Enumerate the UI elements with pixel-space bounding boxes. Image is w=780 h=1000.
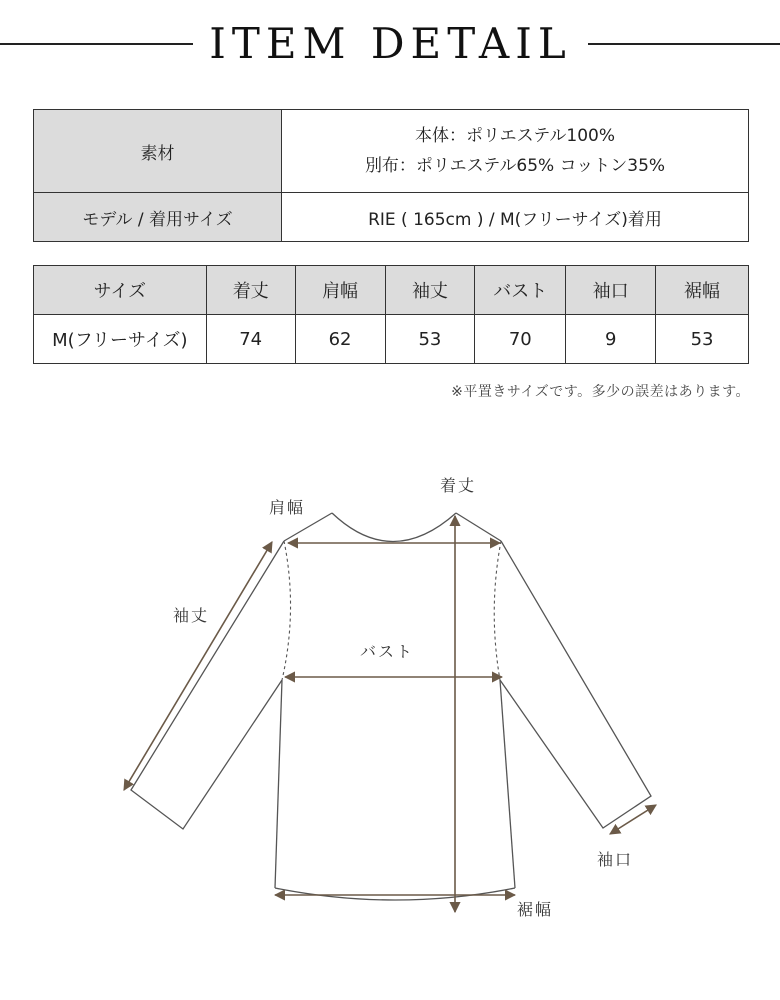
size-header-cell: サイズ	[34, 266, 207, 315]
model-value: RIE ( 165cm ) / M(フリーサイズ)着用	[282, 193, 749, 242]
material-value	[282, 110, 749, 193]
size-cell: M(フリーサイズ)	[34, 315, 207, 364]
right-shoulder-line	[456, 513, 501, 541]
right-sleeve	[500, 541, 651, 828]
size-header-cell: 裾幅	[656, 266, 749, 315]
size-table-row	[34, 315, 749, 364]
left-armhole-seam	[282, 541, 291, 680]
material-row	[34, 110, 749, 193]
tshirt-outline	[131, 513, 651, 900]
size-note: ※平置きサイズです。多少の誤差はあります。	[451, 384, 750, 400]
left-sleeve	[131, 541, 284, 829]
material-table	[33, 109, 749, 242]
size-header-cell: 肩幅	[295, 266, 385, 315]
cuff-label: 袖口	[597, 850, 634, 869]
garment-diagram	[0, 460, 780, 1000]
model-label: モデル / 着用サイズ	[34, 193, 282, 242]
size-cell: 53	[385, 315, 475, 364]
title-rule-left	[0, 43, 193, 45]
size-table	[33, 265, 749, 364]
material-label: 素材	[34, 110, 282, 193]
material-line: 別布：ポリエステル65% コットン35%	[364, 156, 666, 176]
size-header-cell: 着丈	[206, 266, 295, 315]
length-label: 着丈	[440, 476, 477, 495]
size-header-cell: 袖口	[566, 266, 656, 315]
sleeve-arrow	[124, 542, 272, 790]
size-cell: 53	[656, 315, 749, 364]
hem-line	[275, 888, 515, 900]
size-cell: 70	[475, 315, 566, 364]
neckline-front	[332, 513, 456, 542]
right-armhole-seam	[494, 541, 501, 680]
size-header-cell: バスト	[475, 266, 566, 315]
measurement-arrows	[124, 516, 656, 912]
hem-label: 裾幅	[517, 900, 554, 919]
size-cell: 9	[566, 315, 656, 364]
size-cell: 62	[295, 315, 385, 364]
page-title: ITEM DETAIL	[209, 19, 572, 68]
size-header-cell: 袖丈	[385, 266, 475, 315]
size-table-header-row	[34, 266, 749, 315]
body-right-side	[500, 680, 515, 888]
material-line: 本体：ポリエステル100%	[414, 126, 616, 146]
bust-label: バスト	[360, 642, 415, 661]
title-bar	[0, 0, 780, 90]
sleeve-label: 袖丈	[173, 606, 210, 625]
left-shoulder-line	[284, 513, 332, 541]
model-row	[34, 193, 749, 242]
body-left-side	[275, 680, 282, 888]
title-rule-right	[588, 43, 780, 45]
shoulder-label: 肩幅	[269, 498, 306, 517]
size-cell: 74	[206, 315, 295, 364]
